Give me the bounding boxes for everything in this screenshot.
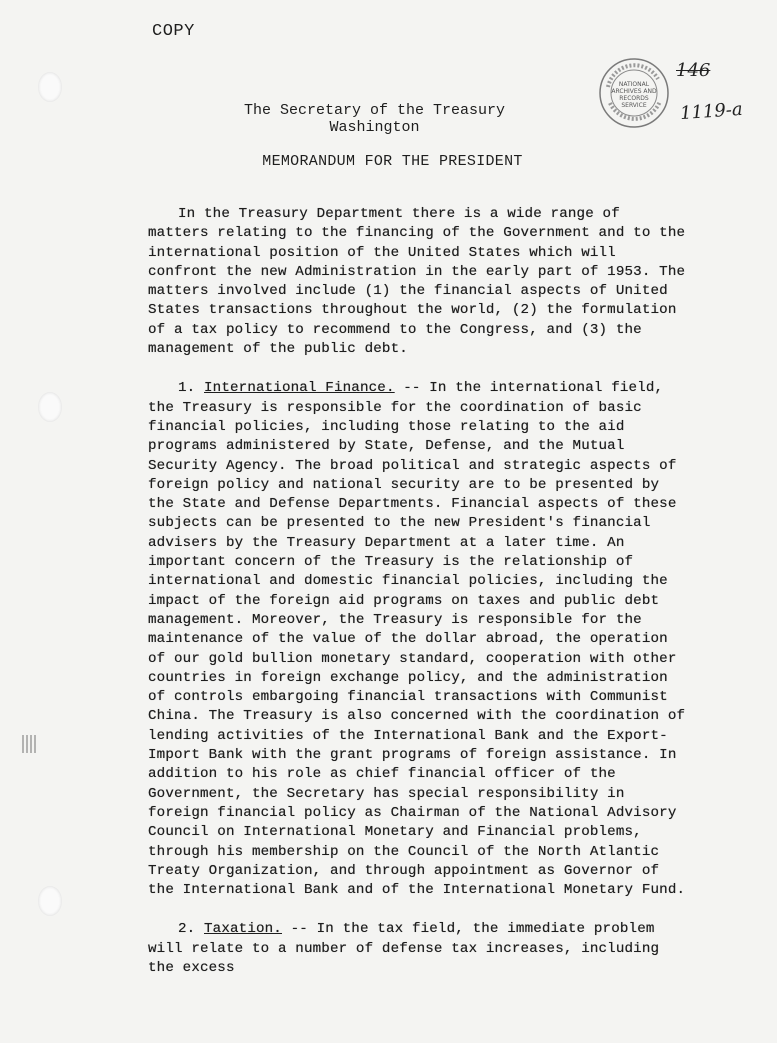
section2-number: 2. <box>178 921 196 938</box>
section1-heading: International Finance. <box>204 380 395 397</box>
memo-title: MEMORANDUM FOR THE PRESIDENT <box>262 153 523 170</box>
punch-hole-middle <box>38 392 62 422</box>
intro-paragraph <box>148 205 688 359</box>
section2-heading: Taxation. <box>204 921 282 938</box>
margin-mark <box>22 735 36 753</box>
section-international-finance <box>148 379 688 900</box>
stamp-text: NATIONAL ARCHIVES AND RECORDS SERVICE <box>611 81 657 109</box>
punch-hole-bottom <box>38 886 62 916</box>
section1-number: 1. <box>178 380 196 397</box>
letterhead-city: Washington <box>329 119 420 136</box>
section1-text: -- In the international field, the Treasury is responsible for the coordination of basic financial policies, including those relating to the aid programs administered by State, Defense, and the Mutual Security Agency. The broad political and strategic aspects of foreign policy and national security are to be presented by the State and Defense Departments. Financial aspects of these subjects can be presented to the new President's financial advisers by the Treasury Department at a later time. An important concern of the Treasury is the relationship of international and domestic financial policies, including the impact of the foreign aid programs on taxes and public debt management. Moreover, the Treasury is responsible for the maintenance of the value of the dollar abroad, the operation of our gold bullion monetary standard, cooperation with other countries in foreign exchange policy, and the administration of controls embargoing financial transactions with Communist China. The Treasury is also concerned with the coordination of lending activities of the International Bank and the Export-Import Bank with the grant programs of foreign assistance. In addition to his role as chief financial officer of the Government, the Secretary has special responsibility in foreign financial policy as Chairman of the National Advisory Council on International Monetary and Financial problems, through his membership on the Council of the North Atlantic Treaty Organization, and through appointment as Governor of the International Bank and of the International Monetary Fund. <box>148 380 686 899</box>
letterhead-title: The Secretary of the Treasury <box>243 102 506 119</box>
handwritten-struck-number: 146 <box>676 60 711 81</box>
intro-text: In the Treasury Department there is a wide range of matters relating to the financing of the Government and to the international position of the United States which will confront the new Administration in the early part of 1953. The matters involved include (1) the financial aspects of United States transactions throughout the world, (2) the formulation of a tax policy to recommend to the Congress, and (3) the management of the public debt. <box>148 206 686 358</box>
section-taxation <box>148 920 688 978</box>
copy-label: COPY <box>152 22 195 41</box>
punch-hole-top <box>38 72 62 102</box>
memo-body <box>148 205 688 998</box>
section2-text: -- In the tax field, the immediate problem will relate to a number of defense tax increases, including the excess <box>148 921 660 976</box>
handwritten-document-number: 1119-a <box>679 98 744 125</box>
